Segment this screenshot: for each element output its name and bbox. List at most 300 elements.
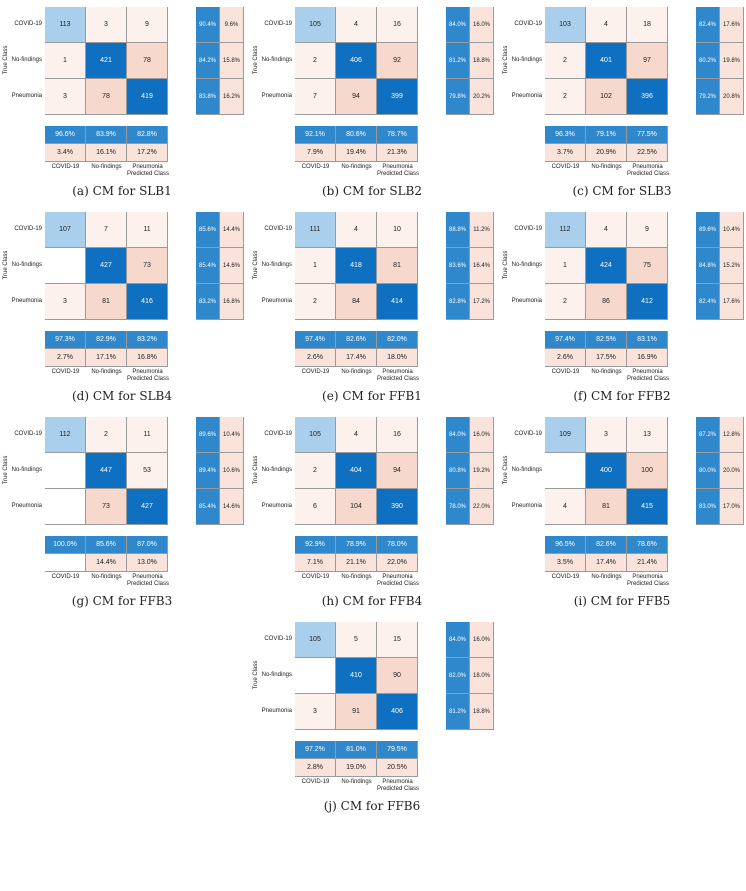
row-summary-cell: 19.2%	[470, 453, 494, 489]
matrix-cell: 419	[127, 79, 168, 115]
matrix-cell: 4	[336, 212, 377, 248]
column-label: COVID-19	[301, 779, 330, 785]
row-label: Pneumonia	[511, 503, 542, 509]
col-summary-cell: 17.1%	[86, 349, 127, 367]
x-axis-title: Predicted Class	[377, 171, 420, 177]
col-summary-cell: 80.6%	[336, 126, 377, 144]
matrix-cell: 406	[377, 694, 418, 730]
y-axis-title: True Class	[253, 45, 259, 75]
row-summary-cell: 85.4%	[196, 489, 220, 525]
matrix-cell: 7	[86, 212, 127, 248]
row-summary-cell: 16.2%	[220, 79, 244, 115]
row-label: Pneumonia	[11, 298, 42, 304]
matrix-cell: 416	[127, 284, 168, 320]
col-summary-cell: 97.3%	[45, 331, 86, 349]
row-summary-cell: 82.8%	[446, 284, 470, 320]
matrix-cell: 2	[545, 43, 586, 79]
col-summary-cell: 16.1%	[86, 144, 127, 162]
column-label: No-findings	[91, 164, 122, 170]
row-label: No-findings	[511, 262, 542, 268]
row-summary-cell: 89.4%	[196, 453, 220, 489]
column-label: COVID-19	[551, 369, 580, 375]
col-summary-cell: 82.5%	[586, 331, 627, 349]
matrix-cell: 5	[336, 622, 377, 658]
column-label: No-findings	[591, 574, 622, 580]
row-label: COVID-19	[264, 21, 292, 27]
matrix-cell: 94	[336, 79, 377, 115]
matrix-cell: 105	[295, 7, 336, 43]
column-label: Pneumonia	[632, 574, 663, 580]
matrix-cell: 73	[127, 248, 168, 284]
row-summary-cell: 18.8%	[470, 694, 494, 730]
matrix-cell: 84	[336, 284, 377, 320]
column-label: No-findings	[341, 369, 372, 375]
y-axis-title: True Class	[503, 250, 509, 280]
column-label: Pneumonia	[382, 779, 413, 785]
row-summary-cell: 79.2%	[696, 79, 720, 115]
column-label: No-findings	[91, 369, 122, 375]
matrix-cell	[295, 658, 336, 694]
col-summary-cell: 22.0%	[377, 554, 418, 572]
row-summary-cell: 85.6%	[196, 212, 220, 248]
matrix-cell: 3	[586, 417, 627, 453]
col-summary-cell: 83.1%	[627, 331, 668, 349]
col-summary-cell: 3.4%	[45, 144, 86, 162]
panel-caption: (h) CM for FFB4	[321, 594, 423, 608]
confusion-matrix-panel	[250, 615, 494, 891]
row-summary-cell: 16.0%	[470, 417, 494, 453]
x-axis-title: Predicted Class	[127, 581, 170, 587]
row-summary-cell: 82.0%	[446, 658, 470, 694]
col-summary-cell: 7.1%	[295, 554, 336, 572]
matrix-cell: 16	[377, 417, 418, 453]
row-label: Pneumonia	[11, 93, 42, 99]
panel-caption: (b) CM for SLB2	[321, 184, 422, 198]
column-label: No-findings	[591, 164, 622, 170]
col-summary-cell: 17.4%	[336, 349, 377, 367]
column-label: COVID-19	[301, 164, 330, 170]
column-label: No-findings	[341, 779, 372, 785]
matrix-cell: 427	[86, 248, 127, 284]
col-summary-cell: 82.6%	[336, 331, 377, 349]
row-label: COVID-19	[514, 431, 542, 437]
matrix-cell: 104	[336, 489, 377, 525]
column-label: No-findings	[341, 164, 372, 170]
col-summary-cell: 78.0%	[377, 536, 418, 554]
matrix-cell: 447	[86, 453, 127, 489]
row-summary-cell: 16.4%	[470, 248, 494, 284]
panel-caption: (j) CM for FFB6	[323, 799, 421, 813]
y-axis-title: True Class	[503, 45, 509, 75]
x-axis-title: Predicted Class	[127, 376, 170, 382]
col-summary-cell: 19.0%	[336, 759, 377, 777]
column-label: No-findings	[91, 574, 122, 580]
row-summary-cell: 88.8%	[446, 212, 470, 248]
row-summary-cell: 80.2%	[696, 43, 720, 79]
row-label: COVID-19	[514, 21, 542, 27]
row-summary-cell: 15.8%	[220, 43, 244, 79]
row-summary-cell: 89.6%	[196, 417, 220, 453]
row-label: COVID-19	[514, 226, 542, 232]
matrix-cell	[45, 453, 86, 489]
row-summary-cell: 19.8%	[720, 43, 744, 79]
col-summary-cell: 16.8%	[127, 349, 168, 367]
matrix-cell	[545, 453, 586, 489]
column-label: Pneumonia	[382, 369, 413, 375]
col-summary-cell: 92.9%	[295, 536, 336, 554]
x-axis-title: Predicted Class	[377, 581, 420, 587]
row-summary-cell: 12.8%	[720, 417, 744, 453]
row-summary-cell: 83.8%	[196, 79, 220, 115]
confusion-matrix-panel	[0, 410, 244, 686]
col-summary-cell: 82.8%	[127, 126, 168, 144]
row-label: COVID-19	[14, 226, 42, 232]
matrix-cell: 103	[545, 7, 586, 43]
row-label: No-findings	[261, 262, 292, 268]
matrix-cell: 3	[86, 7, 127, 43]
matrix-cell: 1	[295, 248, 336, 284]
row-label: Pneumonia	[261, 503, 292, 509]
col-summary-cell: 20.5%	[377, 759, 418, 777]
row-summary-cell: 89.6%	[696, 212, 720, 248]
row-summary-cell: 80.8%	[446, 453, 470, 489]
row-label: COVID-19	[264, 636, 292, 642]
row-summary-cell: 84.2%	[196, 43, 220, 79]
matrix-cell: 2	[295, 284, 336, 320]
matrix-cell	[45, 248, 86, 284]
matrix-cell: 4	[586, 212, 627, 248]
matrix-cell: 81	[377, 248, 418, 284]
matrix-cell: 418	[336, 248, 377, 284]
matrix-cell: 406	[336, 43, 377, 79]
x-axis-title: Predicted Class	[127, 171, 170, 177]
matrix-cell: 105	[295, 622, 336, 658]
matrix-cell: 2	[295, 453, 336, 489]
y-axis-title: True Class	[3, 250, 9, 280]
row-label: Pneumonia	[511, 93, 542, 99]
matrix-cell: 90	[377, 658, 418, 694]
panel-caption: (c) CM for SLB3	[572, 184, 672, 198]
row-label: No-findings	[261, 672, 292, 678]
row-summary-cell: 18.0%	[470, 658, 494, 694]
col-summary-cell: 97.4%	[545, 331, 586, 349]
row-label: No-findings	[261, 57, 292, 63]
row-summary-cell: 84.0%	[446, 622, 470, 658]
row-summary-cell: 9.6%	[220, 7, 244, 43]
matrix-cell: 412	[627, 284, 668, 320]
row-summary-cell: 80.0%	[696, 453, 720, 489]
row-summary-cell: 20.0%	[720, 453, 744, 489]
col-summary-cell: 18.0%	[377, 349, 418, 367]
row-summary-cell: 81.2%	[446, 694, 470, 730]
row-summary-cell: 82.4%	[696, 284, 720, 320]
matrix-cell: 4	[336, 7, 377, 43]
col-summary-cell: 79.1%	[586, 126, 627, 144]
col-summary-cell: 82.0%	[377, 331, 418, 349]
y-axis-title: True Class	[253, 660, 259, 690]
matrix-cell: 78	[86, 79, 127, 115]
y-axis-title: True Class	[503, 455, 509, 485]
matrix-cell: 399	[377, 79, 418, 115]
matrix-cell: 4	[336, 417, 377, 453]
col-summary-cell: 83.2%	[127, 331, 168, 349]
col-summary-cell: 3.7%	[545, 144, 586, 162]
matrix-cell: 415	[627, 489, 668, 525]
col-summary-cell: 7.9%	[295, 144, 336, 162]
column-label: Pneumonia	[632, 164, 663, 170]
matrix-cell: 9	[627, 212, 668, 248]
row-summary-cell: 17.6%	[720, 7, 744, 43]
matrix-cell: 109	[545, 417, 586, 453]
row-label: No-findings	[11, 467, 42, 473]
matrix-cell: 390	[377, 489, 418, 525]
row-summary-cell: 22.0%	[470, 489, 494, 525]
row-label: Pneumonia	[261, 298, 292, 304]
column-label: COVID-19	[51, 574, 80, 580]
column-label: Pneumonia	[632, 369, 663, 375]
matrix-cell: 81	[86, 284, 127, 320]
x-axis-title: Predicted Class	[627, 376, 670, 382]
panel-caption: (e) CM for FFB1	[322, 389, 422, 403]
matrix-cell: 13	[627, 417, 668, 453]
x-axis-title: Predicted Class	[627, 171, 670, 177]
matrix-cell: 73	[86, 489, 127, 525]
row-summary-cell: 14.4%	[220, 212, 244, 248]
y-axis-title: True Class	[253, 455, 259, 485]
x-axis-title: Predicted Class	[377, 786, 420, 792]
col-summary-cell: 82.9%	[86, 331, 127, 349]
column-label: COVID-19	[551, 574, 580, 580]
row-label: No-findings	[11, 262, 42, 268]
matrix-cell: 105	[295, 417, 336, 453]
row-summary-cell: 84.0%	[446, 417, 470, 453]
col-summary-cell: 20.9%	[586, 144, 627, 162]
col-summary-cell: 2.6%	[295, 349, 336, 367]
col-summary-cell: 81.0%	[336, 741, 377, 759]
matrix-cell: 112	[45, 417, 86, 453]
row-summary-cell: 78.0%	[446, 489, 470, 525]
row-summary-cell: 10.4%	[720, 212, 744, 248]
matrix-cell: 404	[336, 453, 377, 489]
column-label: COVID-19	[301, 369, 330, 375]
matrix-cell: 15	[377, 622, 418, 658]
row-summary-cell: 83.0%	[696, 489, 720, 525]
matrix-cell: 2	[545, 284, 586, 320]
col-summary-cell: 21.1%	[336, 554, 377, 572]
col-summary-cell: 14.4%	[86, 554, 127, 572]
row-label: COVID-19	[14, 431, 42, 437]
matrix-cell: 3	[45, 284, 86, 320]
col-summary-cell: 96.3%	[545, 126, 586, 144]
col-summary-cell: 16.9%	[627, 349, 668, 367]
col-summary-cell: 2.6%	[545, 349, 586, 367]
column-label: COVID-19	[51, 369, 80, 375]
matrix-cell: 4	[586, 7, 627, 43]
matrix-cell: 3	[45, 79, 86, 115]
column-label: No-findings	[341, 574, 372, 580]
col-summary-cell: 21.4%	[627, 554, 668, 572]
matrix-cell: 94	[377, 453, 418, 489]
matrix-cell: 18	[627, 7, 668, 43]
matrix-cell: 410	[336, 658, 377, 694]
panel-caption: (d) CM for SLB4	[71, 389, 172, 403]
col-summary-cell: 85.6%	[86, 536, 127, 554]
row-summary-cell: 20.2%	[470, 79, 494, 115]
row-label: Pneumonia	[11, 503, 42, 509]
matrix-cell: 2	[295, 43, 336, 79]
matrix-cell: 81	[586, 489, 627, 525]
col-summary-cell: 2.8%	[295, 759, 336, 777]
row-summary-cell: 84.8%	[696, 248, 720, 284]
y-axis-title: True Class	[3, 45, 9, 75]
row-summary-cell: 90.4%	[196, 7, 220, 43]
matrix-cell: 3	[295, 694, 336, 730]
matrix-cell: 100	[627, 453, 668, 489]
matrix-cell: 102	[586, 79, 627, 115]
col-summary-cell: 82.6%	[586, 536, 627, 554]
col-summary-cell: 96.5%	[545, 536, 586, 554]
y-axis-title: True Class	[253, 250, 259, 280]
panel-caption: (g) CM for FFB3	[71, 594, 173, 608]
matrix-cell: 400	[586, 453, 627, 489]
row-label: No-findings	[261, 467, 292, 473]
row-summary-cell: 16.8%	[220, 284, 244, 320]
row-summary-cell: 14.6%	[220, 248, 244, 284]
col-summary-cell: 100.0%	[45, 536, 86, 554]
col-summary-cell: 13.0%	[127, 554, 168, 572]
row-summary-cell: 17.6%	[720, 284, 744, 320]
col-summary-cell: 21.3%	[377, 144, 418, 162]
row-summary-cell: 17.0%	[720, 489, 744, 525]
col-summary-cell: 78.9%	[336, 536, 377, 554]
row-summary-cell: 79.8%	[446, 79, 470, 115]
matrix-cell: 53	[127, 453, 168, 489]
panel-caption: (i) CM for FFB5	[573, 594, 671, 608]
matrix-cell: 75	[627, 248, 668, 284]
row-summary-cell: 17.2%	[470, 284, 494, 320]
matrix-cell: 91	[336, 694, 377, 730]
matrix-cell: 11	[127, 212, 168, 248]
matrix-cell: 111	[295, 212, 336, 248]
col-summary-cell: 79.5%	[377, 741, 418, 759]
column-label: Pneumonia	[382, 164, 413, 170]
column-label: Pneumonia	[132, 369, 163, 375]
row-label: COVID-19	[14, 21, 42, 27]
matrix-cell: 86	[586, 284, 627, 320]
row-summary-cell: 16.0%	[470, 7, 494, 43]
col-summary-cell: 87.0%	[127, 536, 168, 554]
matrix-cell: 10	[377, 212, 418, 248]
matrix-cell: 2	[86, 417, 127, 453]
x-axis-title: Predicted Class	[627, 581, 670, 587]
row-summary-cell: 87.2%	[696, 417, 720, 453]
matrix-cell: 112	[545, 212, 586, 248]
row-label: No-findings	[11, 57, 42, 63]
column-label: COVID-19	[551, 164, 580, 170]
row-label: COVID-19	[264, 226, 292, 232]
matrix-cell: 6	[295, 489, 336, 525]
row-summary-cell: 14.6%	[220, 489, 244, 525]
row-label: No-findings	[511, 57, 542, 63]
matrix-cell: 4	[545, 489, 586, 525]
row-summary-cell: 82.4%	[696, 7, 720, 43]
panel-caption: (a) CM for SLB1	[72, 184, 172, 198]
row-summary-cell: 11.2%	[470, 212, 494, 248]
matrix-cell: 1	[545, 248, 586, 284]
col-summary-cell: 97.2%	[295, 741, 336, 759]
column-label: Pneumonia	[132, 164, 163, 170]
row-label: Pneumonia	[261, 708, 292, 714]
col-summary-cell: 22.5%	[627, 144, 668, 162]
column-label: COVID-19	[301, 574, 330, 580]
col-summary-cell: 78.7%	[377, 126, 418, 144]
col-summary-cell: 3.5%	[545, 554, 586, 572]
col-summary-cell: 78.6%	[627, 536, 668, 554]
row-summary-cell: 15.2%	[720, 248, 744, 284]
matrix-cell: 424	[586, 248, 627, 284]
row-summary-cell: 84.0%	[446, 7, 470, 43]
row-summary-cell: 16.0%	[470, 622, 494, 658]
matrix-cell: 11	[127, 417, 168, 453]
matrix-cell: 78	[127, 43, 168, 79]
x-axis-title: Predicted Class	[377, 376, 420, 382]
confusion-matrix-panel	[500, 410, 744, 686]
matrix-cell: 16	[377, 7, 418, 43]
col-summary-cell: 17.2%	[127, 144, 168, 162]
row-label: Pneumonia	[261, 93, 292, 99]
col-summary-cell: 83.9%	[86, 126, 127, 144]
matrix-cell: 421	[86, 43, 127, 79]
col-summary-cell: 77.5%	[627, 126, 668, 144]
matrix-cell: 7	[295, 79, 336, 115]
col-summary-cell: 17.4%	[586, 554, 627, 572]
matrix-cell: 113	[45, 7, 86, 43]
matrix-cell: 92	[377, 43, 418, 79]
matrix-cell	[45, 489, 86, 525]
col-summary-cell	[45, 554, 86, 572]
column-label: Pneumonia	[382, 574, 413, 580]
matrix-cell: 401	[586, 43, 627, 79]
row-summary-cell: 18.8%	[470, 43, 494, 79]
row-label: No-findings	[511, 467, 542, 473]
matrix-cell: 9	[127, 7, 168, 43]
matrix-cell: 427	[127, 489, 168, 525]
col-summary-cell: 19.4%	[336, 144, 377, 162]
col-summary-cell: 2.7%	[45, 349, 86, 367]
column-label: COVID-19	[51, 164, 80, 170]
col-summary-cell: 97.4%	[295, 331, 336, 349]
row-summary-cell: 83.2%	[196, 284, 220, 320]
column-label: No-findings	[591, 369, 622, 375]
matrix-cell: 97	[627, 43, 668, 79]
matrix-cell: 2	[545, 79, 586, 115]
row-summary-cell: 10.4%	[220, 417, 244, 453]
row-summary-cell: 81.2%	[446, 43, 470, 79]
row-summary-cell: 20.8%	[720, 79, 744, 115]
column-label: Pneumonia	[132, 574, 163, 580]
row-summary-cell: 83.6%	[446, 248, 470, 284]
col-summary-cell: 17.5%	[586, 349, 627, 367]
col-summary-cell: 92.1%	[295, 126, 336, 144]
row-label: Pneumonia	[511, 298, 542, 304]
y-axis-title: True Class	[3, 455, 9, 485]
matrix-cell: 107	[45, 212, 86, 248]
col-summary-cell: 96.6%	[45, 126, 86, 144]
matrix-cell: 1	[45, 43, 86, 79]
panel-caption: (f) CM for FFB2	[573, 389, 671, 403]
row-label: COVID-19	[264, 431, 292, 437]
matrix-cell: 414	[377, 284, 418, 320]
